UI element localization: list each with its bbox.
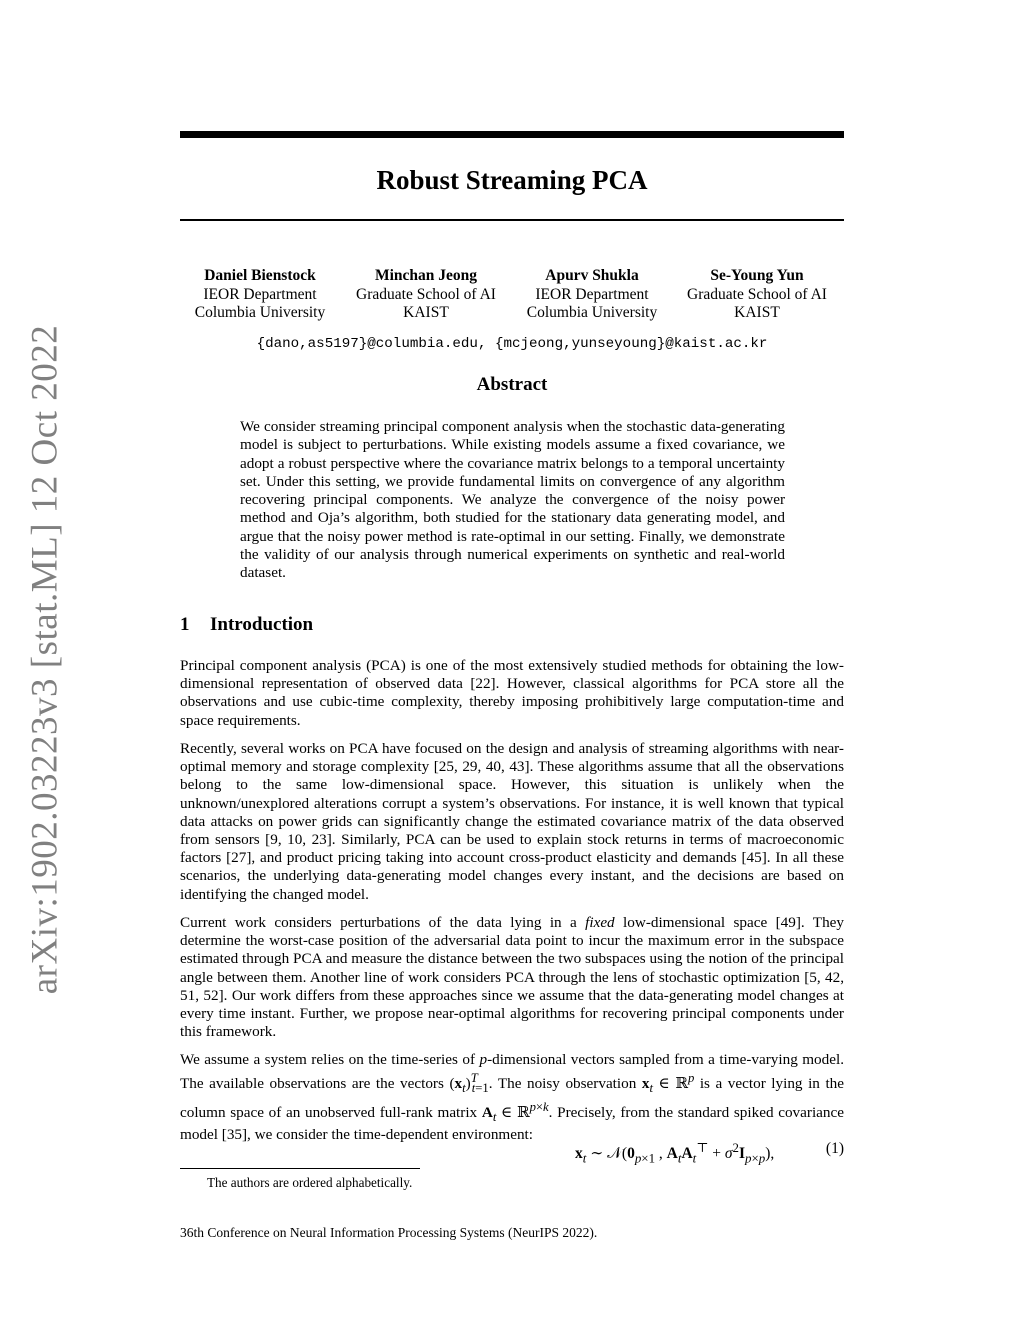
author-card — [341, 267, 511, 323]
author-card — [672, 267, 842, 323]
intro-paragraph-2: Recently, several works on PCA have focused on the design and analysis of streaming algorithms with near-optimal memory and storage complexity [25, 29, 40, 43]. These algorithms assume that all the observations belong to the same low-dimensional space. However, this situation is unlikely when the unknown/unexplored alterations corrupt a system’s observations. For instance, it is well known that typical data attacks on power grids can significantly change the estimated covariance matrix of the data observed from sensors [9, 10, 23]. Similarly, PCA can be used to explain stock returns in terms of macroeconomic factors [27], and product pricing taking into account cross-product elasticity and demands [45]. In all these scenarios, the underlying data-generating model changes every instant, and the decisions are based on identifying the changed model. — [180, 740, 844, 903]
text-run: . Precisely, from the standard spiked covariance model [35], we consider the time-dependent environment: — [180, 1103, 844, 1143]
math-at-in-rpk: $A_t$ ∈ ℝ$^{p\times k}$ — [481, 1099, 549, 1124]
intro-paragraph-3-start: Current work considers perturbations of the data lying in a — [180, 914, 586, 931]
author-card — [175, 267, 345, 323]
section-heading — [180, 614, 313, 636]
author-block — [180, 267, 844, 331]
author-card — [507, 267, 677, 323]
intro-paragraph-4 — [180, 1051, 844, 1144]
author-institution: Columbia University — [194, 304, 326, 321]
author-department: Graduate School of AI — [687, 285, 827, 303]
author-emails: {dano,as5197}@columbia.edu, {mcjeong,yunseyoung}@kaist.ac.kr — [256, 336, 768, 352]
author-department: Graduate School of AI — [356, 285, 496, 303]
equation-1 — [180, 1140, 844, 1166]
equation-body: $x_t$ ∼ $𝒩(0_{p\times 1}$ , $A_tA_t^⊤ + \sigma^2I_{p\times p}$), — [575, 1140, 775, 1166]
title-top-rule — [180, 131, 844, 138]
section-title: Introduction — [210, 614, 314, 635]
footnote-rule — [180, 1168, 420, 1169]
footnote: The authors are ordered alphabetically. — [207, 1175, 413, 1190]
math-xt-in-rp: $x_t$ ∈ ℝ$^p$ — [641, 1071, 695, 1096]
intro-paragraph-3 — [180, 914, 844, 1041]
title-bottom-rule — [180, 219, 844, 221]
text-run: -dimensional vectors sampled from a time-varying model. The available observations are the vectors — [180, 1051, 844, 1093]
author-name: Minchan Jeong — [374, 267, 478, 284]
paper-title: Robust Streaming PCA — [376, 165, 648, 195]
text-run: is a vector lying in the column space of an unobserved full-rank matrix — [180, 1075, 844, 1121]
author-institution: KAIST — [734, 304, 780, 321]
author-institution: KAIST — [403, 304, 449, 321]
text-run: We assume a system relies on the time-series of — [180, 1051, 480, 1068]
author-department: IEOR Department — [203, 285, 317, 303]
math-observation-sequence: $(x_t)^T_{t=1}$ — [449, 1071, 489, 1096]
author-name: Se-Young Yun — [710, 267, 804, 284]
arxiv-identifier-stamp: arXiv:1902.03223v3 [stat.ML] 12 Oct 2022 — [24, 324, 66, 995]
math-p: p — [479, 1051, 488, 1068]
author-institution: Columbia University — [526, 304, 658, 321]
intro-paragraph-1: Principal component analysis (PCA) is one of the most extensively studied methods for obtaining the low-dimensional representation of observed data [22]. However, classical algorithms for PCA store all the observations and use cubic-time complexity, thereby imposing prohibitively large computation-time and space requirements. — [180, 657, 844, 729]
author-name: Apurv Shukla — [545, 267, 639, 284]
intro-paragraph-3-end: low-dimensional space [49]. They determine the worst-case position of the adversarial data point to incur the maximum error in the subspace estimated through PCA and measure the distance between the two subspaces using the notion of the principal angle between them. Another line of work considers PCA through the lens of stochastic optimization [5, 42, 51, 52]. Our work differs from these approaches since we assume that the data-generating model changes at every time instant. Further, we propose near-optimal algorithms for recovering principal components under this framework. — [180, 914, 844, 1041]
author-department: IEOR Department — [535, 285, 649, 303]
author-name: Daniel Bienstock — [204, 267, 316, 284]
abstract-heading: Abstract — [476, 374, 548, 395]
text-run: . The noisy observation — [488, 1075, 642, 1093]
equation-number: (1) — [825, 1140, 844, 1157]
section-number: 1 — [180, 614, 190, 635]
venue-note: 36th Conference on Neural Information Processing Systems (NeurIPS 2022). — [180, 1225, 598, 1240]
emphasis-fixed: fixed — [585, 914, 615, 931]
abstract-text: We consider streaming principal component analysis when the stochastic data-generating model is subject to perturbations. While existing models assume a fixed covariance, we adopt a robust perspective where the covariance matrix belongs to a temporal uncertainty set. Under this setting, we provide fundamental limits on convergence of any algorithm recovering principal components. We analyze the convergence of the noisy power method and Oja’s algorithm, both studied for the stationary data generating model, and argue that the noisy power method is rate-optimal in our setting. Finally, we demonstrate the validity of our analysis through numerical experiments on synthetic and real-world dataset. — [240, 418, 785, 581]
